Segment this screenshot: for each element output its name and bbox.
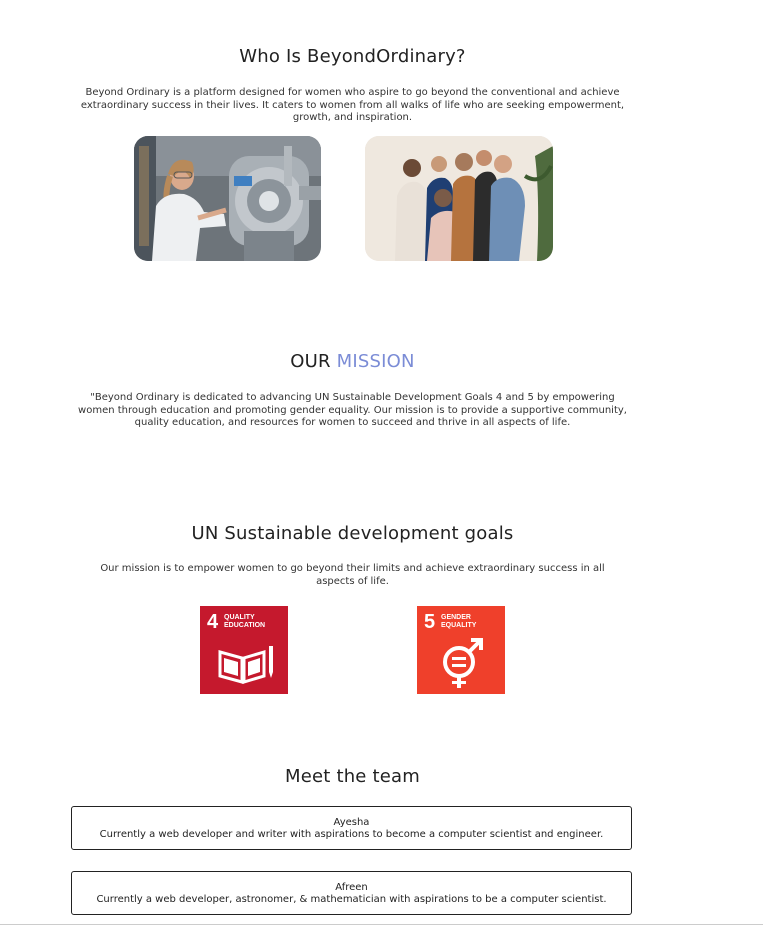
about-line: growth, and inspiration. xyxy=(292,112,413,123)
goals-line: Our mission is to empower women to go beyond their limits and achieve extraordinary success in all xyxy=(100,563,605,574)
team-title: Meet the team xyxy=(284,766,421,787)
about-line: Beyond Ordinary is a platform designed for women who aspire to go beyond the conventional and achieve xyxy=(85,87,620,98)
mission-description xyxy=(70,392,635,430)
team-member-bio: Currently a web developer and writer with aspirations to become a computer scientist and engineer. xyxy=(99,829,604,840)
sdg-5-label: GENDER EQUALITY xyxy=(441,614,477,629)
sdg-4-number: 4 xyxy=(207,611,219,633)
sdg-5-card xyxy=(417,606,505,694)
about-description xyxy=(70,87,635,125)
sdg-4-card xyxy=(200,606,288,694)
mission-title xyxy=(0,351,705,372)
goals-line: aspects of life. xyxy=(316,575,389,587)
team-member-bio: Currently a web developer, astronomer, & mathematician with aspirations to be a computer scientist. xyxy=(96,894,607,905)
goals-description xyxy=(70,563,635,588)
team-member-card xyxy=(71,871,632,915)
mission-line: women through education and promoting gender equality. Our mission is to provide a supportive community, xyxy=(78,404,627,416)
mission-line: "Beyond Ordinary is dedicated to advancing UN Sustainable Development Goals 4 and 5 by empowering xyxy=(90,392,615,403)
scientist-lab-photo xyxy=(134,136,321,261)
mission-line: quality education, and resources for women to succeed and thrive in all aspects of life. xyxy=(134,417,571,428)
team-member-card xyxy=(71,806,632,850)
mission-title-prefix: OUR xyxy=(290,351,331,372)
goals-title: UN Sustainable development goals xyxy=(191,523,514,544)
team-member-name: Afreen xyxy=(335,882,368,893)
team-member-name: Ayesha xyxy=(333,817,370,828)
women-group-photo xyxy=(365,136,553,261)
page-bottom-divider xyxy=(0,924,763,925)
mission-title-accent: MISSION xyxy=(336,351,415,372)
about-title: Who Is BeyondOrdinary? xyxy=(239,46,466,67)
about-line: extraordinary success in their lives. It caters to women from all walks of life who are seeking empowerment, xyxy=(80,99,625,111)
sdg-4-label: QUALITY EDUCATION xyxy=(224,614,266,629)
sdg-5-number: 5 xyxy=(424,611,436,633)
